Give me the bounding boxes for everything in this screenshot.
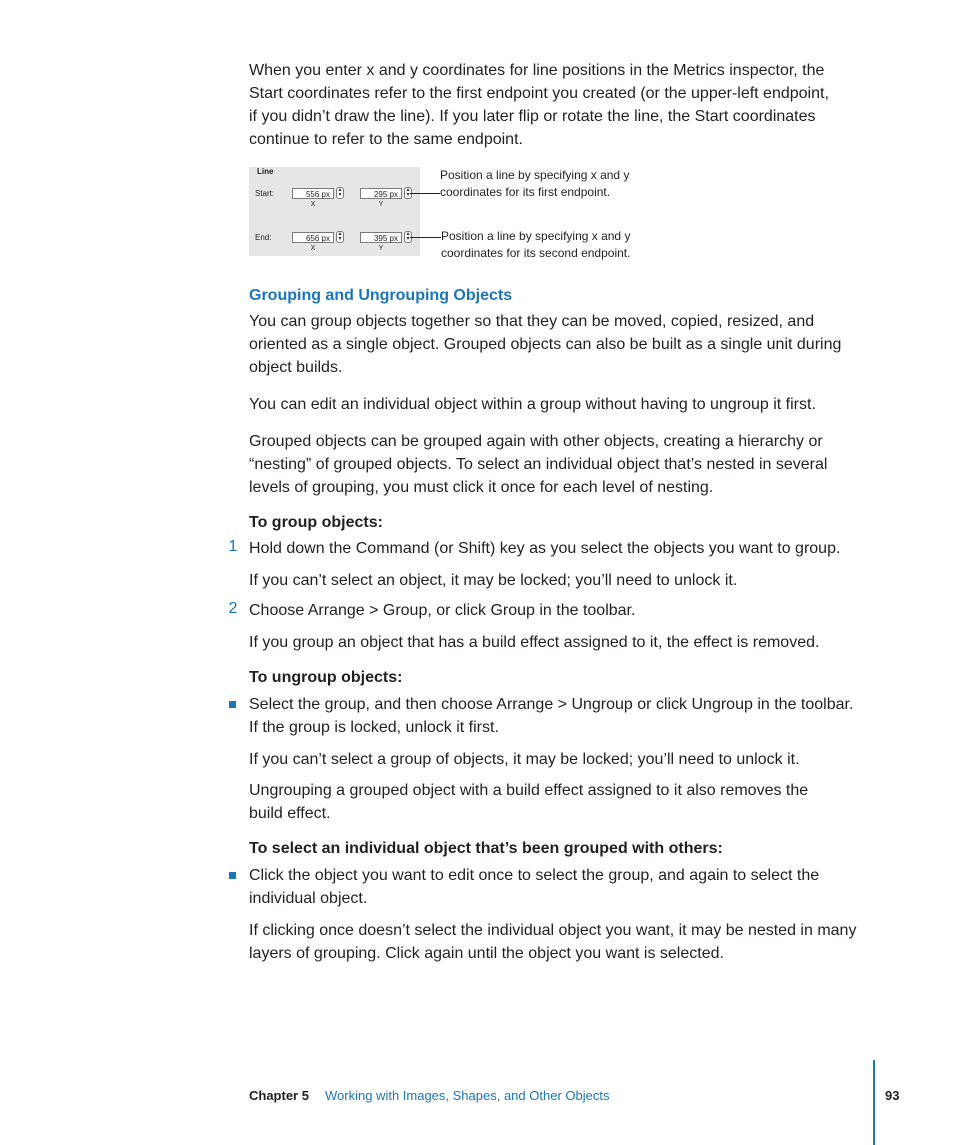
step-2-note: If you group an object that has a build effect assigned to it, the effect is removed.	[249, 634, 820, 651]
metrics-inspector-figure	[249, 167, 420, 256]
text-line: Click the object you want to edit once to select the group, and again to select the	[249, 867, 820, 884]
callout-line-text: coordinates for its first endpoint.	[440, 185, 611, 199]
text-line: “nesting” of grouped objects. To select an individual object that’s nested in several	[249, 456, 828, 473]
start-x-field[interactable]: 556 px	[292, 188, 334, 199]
start-x-stepper[interactable]: ▴ ▾	[336, 187, 344, 199]
callout-line-text: coordinates for its second endpoint.	[441, 246, 631, 260]
footer-divider	[873, 1060, 875, 1145]
callout-line-text: Position a line by specifying x and y	[441, 229, 631, 243]
section-paragraph-1	[249, 310, 879, 379]
step-number: 2	[228, 600, 238, 617]
start-y-axis-label: Y	[378, 201, 384, 208]
callout-end-leader	[410, 237, 441, 238]
step-1-note: If you can’t select an object, it may be locked; you’ll need to unlock it.	[249, 572, 738, 589]
inspector-title: Line	[257, 167, 274, 176]
bullet-marker	[229, 701, 236, 708]
callout-start-leader	[410, 193, 440, 194]
text-line: oriented as a single object. Grouped objects can also be built as a single unit during	[249, 336, 842, 353]
task-title-group: To group objects:	[249, 514, 383, 531]
ungroup-bullet-text	[249, 693, 879, 739]
start-label: Start:	[255, 189, 275, 198]
text-line: If the group is locked, unlock it first.	[249, 719, 499, 736]
start-y-field[interactable]: 295 px	[360, 188, 402, 199]
start-y-stepper[interactable]: ▴ ▾	[404, 187, 412, 199]
text-line: object builds.	[249, 359, 343, 376]
text-line: continue to refer to the same endpoint.	[249, 131, 523, 148]
task-title-ungroup: To ungroup objects:	[249, 669, 403, 686]
callout-line-text: Position a line by specifying x and y	[440, 168, 630, 182]
end-x-stepper[interactable]: ▴ ▾	[336, 231, 344, 243]
end-y-field[interactable]: 395 px	[360, 232, 402, 243]
text-line: Start coordinates refer to the first endpoint you created (or the upper-left endpoint,	[249, 85, 829, 102]
callout-end	[441, 228, 630, 262]
step-number: 1	[228, 538, 238, 555]
page-number: 93	[885, 1088, 900, 1103]
text-line: build effect.	[249, 805, 331, 822]
task-title-select: To select an individual object that’s been grouped with others:	[249, 840, 723, 857]
section-heading: Grouping and Ungrouping Objects	[249, 287, 513, 304]
ungroup-note-2	[249, 779, 879, 825]
text-line: if you didn’t draw the line). If you later flip or rotate the line, the Start coordinates	[249, 108, 816, 125]
text-line: Ungrouping a grouped object with a build effect assigned to it also removes the	[249, 782, 809, 799]
step-2-text: Choose Arrange > Group, or click Group in the toolbar.	[249, 602, 636, 619]
select-bullet-text	[249, 864, 879, 910]
text-line: Grouped objects can be grouped again with other objects, creating a hierarchy or	[249, 433, 823, 450]
ungroup-note-1: If you can’t select a group of objects, it may be locked; you’ll need to unlock it.	[249, 751, 800, 768]
end-y-stepper[interactable]: ▴ ▾	[404, 231, 412, 243]
section-paragraph-2	[249, 393, 879, 416]
footer-chapter: Chapter 5	[249, 1088, 309, 1103]
bullet-marker	[229, 872, 236, 879]
select-note	[249, 919, 889, 965]
text-line: levels of grouping, you must click it once for each level of nesting.	[249, 479, 714, 496]
text-line: layers of grouping. Click again until the object you want is selected.	[249, 945, 724, 962]
end-y-axis-label: Y	[378, 245, 384, 252]
end-x-axis-label: X	[310, 245, 316, 252]
text-line: Select the group, and then choose Arrange > Ungroup or click Ungroup in the toolbar.	[249, 696, 854, 713]
intro-paragraph	[249, 59, 879, 151]
start-x-axis-label: X	[310, 201, 316, 208]
step-1-text: Hold down the Command (or Shift) key as you select the objects you want to group.	[249, 540, 841, 557]
section-paragraph-3	[249, 430, 879, 499]
text-line: If clicking once doesn’t select the individual object you want, it may be nested in many	[249, 922, 857, 939]
text-line: You can edit an individual object within a group without having to ungroup it first.	[249, 396, 816, 413]
text-line: You can group objects together so that they can be moved, copied, resized, and	[249, 313, 815, 330]
end-x-field[interactable]: 656 px	[292, 232, 334, 243]
end-label: End:	[255, 233, 272, 242]
text-line: individual object.	[249, 890, 368, 907]
callout-start	[440, 167, 629, 201]
footer-chapter-title-link[interactable]: Working with Images, Shapes, and Other Objects	[325, 1088, 610, 1103]
text-line: When you enter x and y coordinates for line positions in the Metrics inspector, the	[249, 62, 825, 79]
